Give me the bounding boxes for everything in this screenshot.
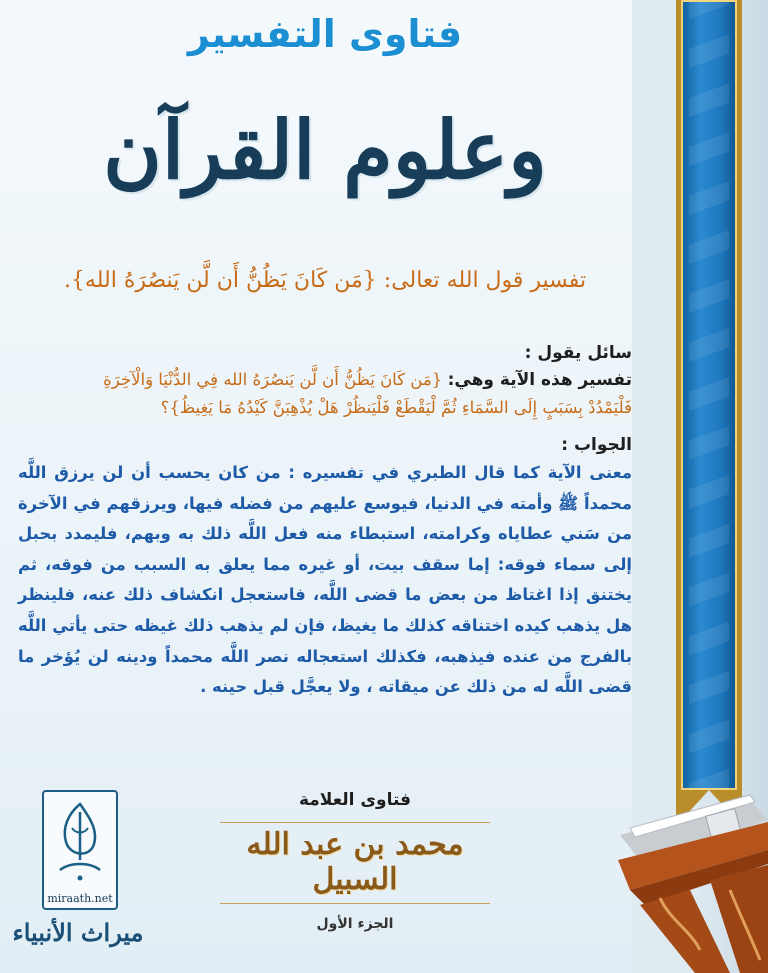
main-title-calligraphy: وعلوم القرآن [103,103,547,197]
question-verse-part1: {مَن كَانَ يَظُنُّ أَن لَّن يَنصُرَهُ الله فِي الدُّنْيَا وَالْآخِرَةِ [103,370,443,389]
calligraphy-emblem-icon [50,798,110,886]
signature-block [220,790,490,932]
question-prefix: تفسير هذه الآية وهي: [447,370,632,390]
signature-title: فتاوى العلامة [298,790,412,810]
bookmark-ribbon [676,0,742,790]
fatwa-topic: تفسير قول الله تعالى: {مَن كَانَ يَظُنُّ أَن لَّن يَنصُرَهُ الله}. [63,268,587,293]
answer-text: معنى الآية كما قال الطبري في تفسيره : من كان يحسب أن لن يرزق اللَّه محمداً ﷺ وأمته في الدنيا، فيوسع عليهم من فضله فيها، ويرزقهم في الآخرة من سَني عطاياه وكرامته، استبطاء منه فعل اللَّه ذلك به وبهم، فليمدد بحبل إلى سماء فوقه: إما سقف بيت، أو غيره مما يعلق به السبب من فوقه، ثم يختنق إذا اغتاظ من بعض ما قضى اللَّه، فاستعجل انكشاف ذلك عنه، فلينظر هل يذهب كيده اختناقه كذلك ما يغيظ، فإن لم يذهب ذلك غيظه حتى يأتي اللَّه بالفرج من عنده فيذهبه، فكذلك استعجاله نصر اللَّه محمداً ودينه لن يُؤخر ما قضى اللَّه له من ذلك عن ميقاته ، ولا يعجَّل قبل حينه . [18,463,632,697]
logo-caption: ميراث الأنبياء [12,918,144,947]
question-verse-part2: فَلْيَمْدُدْ بِسَبَبٍ إِلَى السَّمَاءِ ثُمَّ لْيَقْطَعْ فَلْيَنظُرْ هَلْ يُذْهِبَنَّ كَيْدُهُ مَا يَغِيظُ}؟ [160,398,632,417]
website-url: miraath.net [47,892,113,905]
miraath-logo [42,790,118,910]
series-title: فتاوى التفسير [187,12,463,56]
question-label: سائل يقول : [524,343,632,363]
volume-label: الجزء الأول [316,916,394,932]
scholar-name-calligraphy: محمد بن عبد الله السبيل [220,822,490,904]
question-text-line2 [18,394,632,422]
quran-on-stand-icon [600,740,768,973]
question-answer-section [18,340,632,703]
question-text [18,366,632,394]
answer-label: الجواب : [561,435,632,455]
